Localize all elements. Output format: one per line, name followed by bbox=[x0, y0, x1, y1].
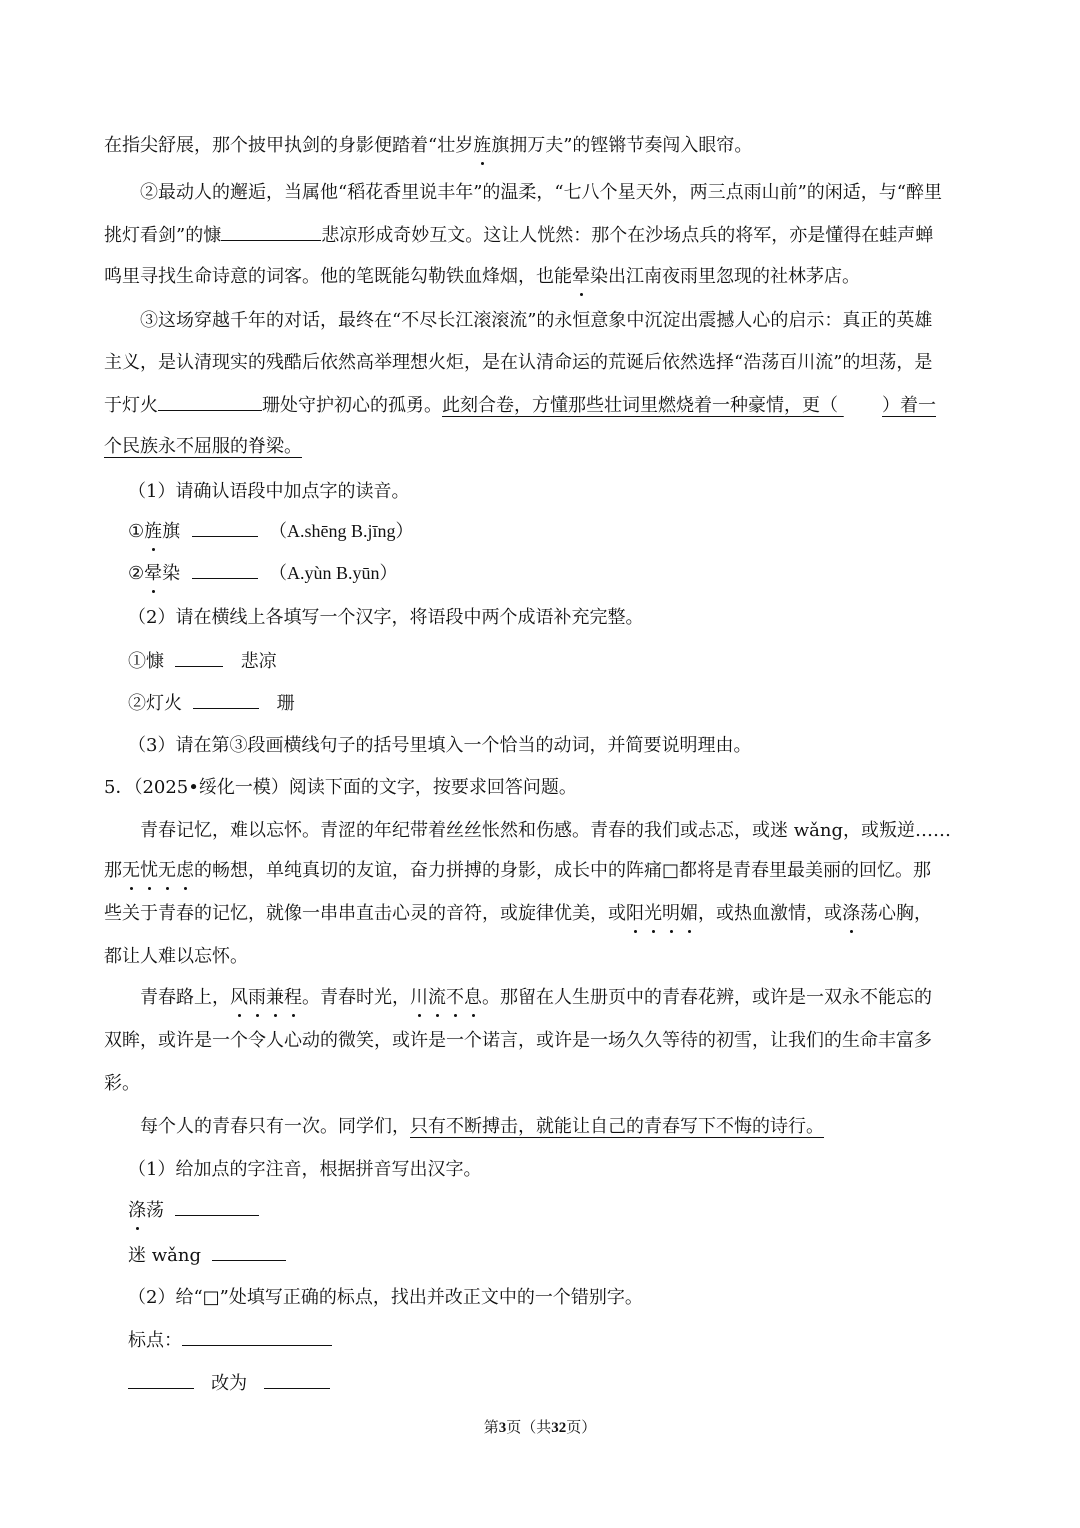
text: ②灯火 bbox=[128, 693, 182, 714]
text: 些关于青春的记忆，就像一串串直击心灵的音符，或旋律优美，或 bbox=[104, 903, 626, 924]
question-text bbox=[128, 733, 980, 759]
text: ①慷 bbox=[128, 651, 164, 672]
answer-line bbox=[128, 690, 980, 716]
text: 都将是青春里最美丽的回忆。那 bbox=[679, 860, 932, 881]
passage-line bbox=[140, 180, 980, 206]
dotted-char: 无 bbox=[122, 858, 140, 884]
dotted-char: 涤 bbox=[842, 901, 860, 927]
dotted-char: 雨 bbox=[248, 985, 266, 1011]
underlined-sentence: 只有不断搏击，就能让自己的青春写下不悔的诗行。 bbox=[410, 1116, 824, 1137]
text: 旗拥万夫”的铿锵节奏闯入眼帘。 bbox=[491, 135, 753, 156]
dotted-char: 涤 bbox=[128, 1198, 146, 1224]
underlined-sentence: 此刻合卷，方懂那些壮词里燃烧着一种豪情，更（ bbox=[442, 395, 838, 416]
passage-line bbox=[104, 901, 980, 927]
text: 那 bbox=[104, 860, 122, 881]
fill-blank[interactable] bbox=[192, 560, 258, 579]
question-text bbox=[128, 479, 980, 505]
text: ② bbox=[128, 563, 145, 584]
text: 双眸，或许是一个令人心动的微笑，或许是一个诺言，或许是一场久久等待的初雪，让我们的生命丰富多 bbox=[104, 1030, 932, 1051]
fill-blank[interactable] bbox=[175, 1197, 259, 1216]
text: 。那留在人生册页中的青春花辨，或许是一双永不能忘的 bbox=[482, 987, 932, 1008]
fill-blank[interactable] bbox=[193, 690, 259, 709]
passage-line bbox=[104, 264, 980, 290]
passage-line bbox=[140, 1114, 980, 1140]
text: 青春路上， bbox=[140, 987, 230, 1008]
text: 荡 bbox=[146, 1200, 164, 1221]
passage-line bbox=[104, 133, 980, 159]
text: （1）给加点的字注音，根据拼音写出汉字。 bbox=[128, 1159, 482, 1180]
text: 荡心胸， bbox=[860, 903, 932, 924]
fill-blank[interactable] bbox=[192, 518, 258, 537]
text: ②最动人的邂逅，当属他“稻花香里说丰年”的温柔，“七八个星天外，两三点雨山前”的闲适，与“醉里 bbox=[140, 182, 943, 203]
question-heading bbox=[104, 775, 980, 801]
passage-line bbox=[104, 858, 980, 884]
paren-blank[interactable] bbox=[838, 393, 882, 419]
dotted-char: 程 bbox=[284, 985, 302, 1011]
options: （A.shēng B.jīng） bbox=[269, 521, 414, 541]
text: ① bbox=[128, 521, 145, 542]
text: 迷 wǎng bbox=[128, 1245, 201, 1266]
text: 珊 bbox=[276, 693, 295, 714]
answer-line bbox=[128, 1242, 980, 1268]
fill-blank[interactable] bbox=[128, 1370, 194, 1389]
text: 鸣里寻找生命诗意的词客。他的笔既能勾勒铁血烽烟，也能 bbox=[104, 266, 572, 287]
text: 都让人难以忘怀。 bbox=[104, 946, 248, 967]
text: 染 bbox=[162, 563, 181, 584]
dotted-word bbox=[626, 903, 698, 924]
dotted-char: 息 bbox=[464, 985, 482, 1011]
text: 5．（2025•绥化一模）阅读下面的文字，按要求回答问题。 bbox=[104, 777, 577, 798]
answer-line bbox=[128, 560, 980, 586]
page-footer bbox=[0, 1416, 1080, 1439]
text: 标点： bbox=[128, 1330, 182, 1351]
answer-line bbox=[128, 1197, 980, 1223]
passage-line bbox=[140, 308, 980, 334]
passage-line bbox=[104, 944, 980, 970]
passage-line bbox=[104, 350, 980, 376]
text: （1）请确认语段中加点字的读音。 bbox=[128, 481, 410, 502]
text: ，或热血激情，或 bbox=[698, 903, 842, 924]
fill-blank[interactable] bbox=[175, 648, 223, 667]
text: 悲凉 bbox=[240, 651, 277, 672]
dotted-char: 兼 bbox=[266, 985, 284, 1011]
dotted-char: 旌 bbox=[144, 519, 162, 545]
text: 挑灯看剑”的慷 bbox=[104, 225, 222, 246]
question-text bbox=[128, 1285, 980, 1311]
text: 染出江南夜雨里忽现的社林茅店。 bbox=[590, 266, 860, 287]
fill-blank[interactable] bbox=[221, 222, 321, 241]
dotted-word bbox=[122, 860, 194, 881]
dotted-char: 虑 bbox=[176, 858, 194, 884]
passage-line bbox=[104, 222, 980, 248]
passage-line bbox=[140, 985, 980, 1011]
text: （2）给“□”处填写正确的标点，找出并改正文中的一个错别字。 bbox=[128, 1287, 643, 1308]
passage-line bbox=[104, 434, 980, 460]
punctuation-box[interactable]: □ bbox=[662, 860, 680, 881]
text: 彩。 bbox=[104, 1073, 140, 1094]
fill-blank[interactable] bbox=[182, 1327, 332, 1346]
dotted-char: 流 bbox=[428, 985, 446, 1011]
dotted-char: 风 bbox=[230, 985, 248, 1011]
text: 在指尖舒展，那个披甲执剑的身影便踏着“壮岁 bbox=[104, 135, 474, 156]
underlined-sentence: 个民族永不屈服的脊梁。 bbox=[104, 436, 302, 457]
text: ③这场穿越千年的对话，最终在“不尽长江滚滚流”的永恒意象中沉淀出震撼人心的启示：真正的英雄 bbox=[140, 310, 933, 331]
text: 悲凉形成奇妙互文。这让人恍然：那个在沙场点兵的将军，亦是懂得在蛙声蝉 bbox=[321, 225, 934, 246]
text: 的畅想，单纯真切的友谊，奋力拼搏的身影，成长中的阵痛 bbox=[194, 860, 662, 881]
text: （2）请在横线上各填写一个汉字，将语段中两个成语补充完整。 bbox=[128, 607, 644, 628]
text: 珊处守护初心的孤勇。 bbox=[262, 395, 442, 416]
dotted-char: 忧 bbox=[140, 858, 158, 884]
question-text bbox=[128, 605, 980, 631]
fill-blank[interactable] bbox=[264, 1370, 330, 1389]
dotted-char: 不 bbox=[446, 985, 464, 1011]
text: 每个人的青春只有一次。同学们， bbox=[140, 1116, 410, 1137]
passage-line bbox=[140, 818, 980, 844]
dotted-char: 媚 bbox=[680, 901, 698, 927]
answer-line bbox=[128, 1370, 980, 1396]
dotted-char: 明 bbox=[662, 901, 680, 927]
page-number: 3 bbox=[498, 1420, 507, 1436]
text: 于灯火 bbox=[104, 395, 158, 416]
dotted-char: 无 bbox=[158, 858, 176, 884]
answer-line bbox=[128, 518, 980, 544]
dotted-char: 光 bbox=[644, 901, 662, 927]
text: （3）请在第③段画横线句子的括号里填入一个恰当的动词，并简要说明理由。 bbox=[128, 735, 752, 756]
passage-line bbox=[104, 392, 980, 418]
underlined-sentence: ）着一 bbox=[882, 395, 936, 416]
text: 页（共 bbox=[506, 1418, 552, 1436]
passage-line bbox=[104, 1071, 980, 1097]
fill-blank[interactable] bbox=[212, 1242, 286, 1261]
answer-line bbox=[128, 1327, 980, 1353]
dotted-char: 旌 bbox=[473, 133, 491, 159]
question-text bbox=[128, 1157, 980, 1183]
text: 旗 bbox=[162, 521, 181, 542]
text: 青春记忆，难以忘怀。青涩的年纪带着丝丝怅然和伤感。青春的我们或忐忑，或迷 wǎng，或叛逆…… bbox=[140, 820, 951, 841]
text: 页） bbox=[566, 1418, 597, 1436]
dotted-word bbox=[230, 987, 302, 1008]
dotted-word bbox=[410, 987, 482, 1008]
text: 。青春时光， bbox=[302, 987, 410, 1008]
fill-blank[interactable] bbox=[158, 392, 262, 411]
dotted-char: 川 bbox=[410, 985, 428, 1011]
text: 主义，是认清现实的残酷后依然高举理想火炬，是在认清命运的荒诞后依然选择“浩荡百川流”的坦荡，是 bbox=[104, 352, 933, 373]
options: （A.yùn B.yūn） bbox=[269, 563, 398, 583]
answer-line bbox=[128, 648, 980, 674]
dotted-char: 晕 bbox=[144, 561, 162, 587]
dotted-char: 阳 bbox=[626, 901, 644, 927]
passage-line bbox=[104, 1028, 980, 1054]
page-total: 32 bbox=[551, 1420, 567, 1436]
dotted-char: 晕 bbox=[572, 264, 590, 290]
text: 第 bbox=[483, 1418, 499, 1436]
text: 改为 bbox=[211, 1373, 248, 1394]
